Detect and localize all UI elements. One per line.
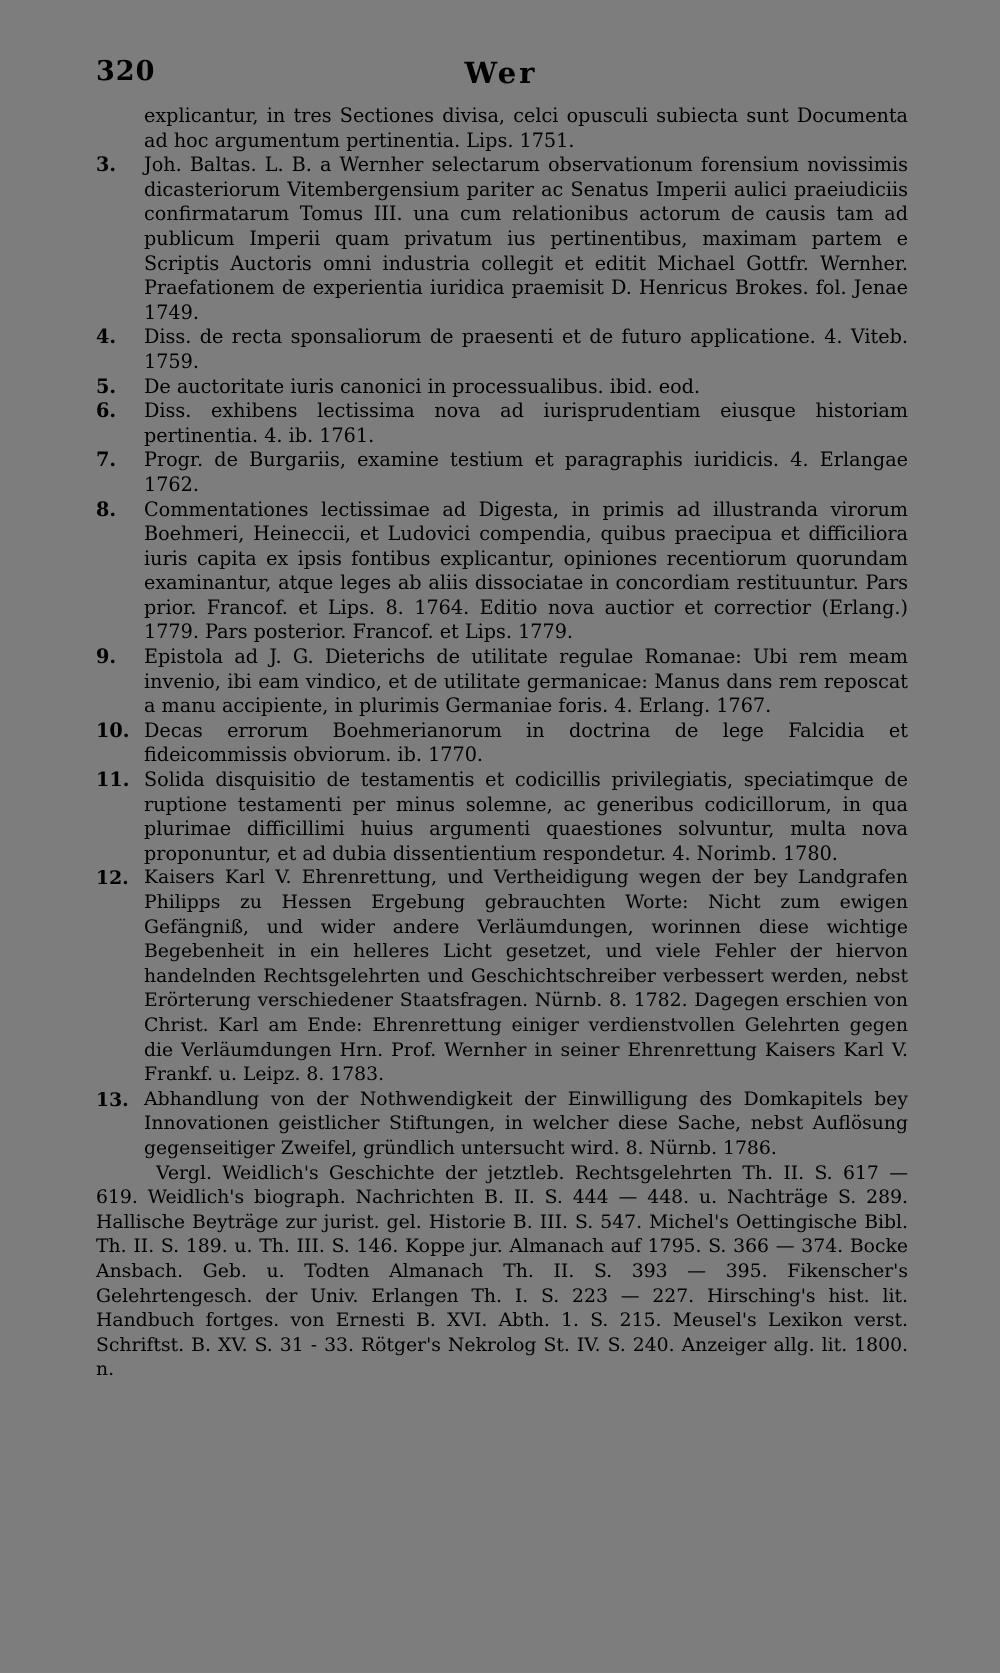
entry-text: Joh. Baltas. L. B. a Wernher selectarum observationum forensium novissimis dicasteriorum Vitembergensium pariter ac Senatus Imperii aulici praeiudiciis confirmatarum Tomus III. una cum relationibus actorum de causis tam ad publicum Imperii quam privatum ius pertinentibus, maximam partem e Scriptis Auctoris omni industria collegit et editit Michael Gottfr. Wernher. Praefationem de experientia iuridica praemisit D. Henricus Brokes. fol. Jenae 1749. xyxy=(144,153,908,324)
entry-text: Kaisers Karl V. Ehrenrettung, und Vertheidigung wegen der bey Landgrafen Philipps zu Hessen Ergebung gebrauchten Worte: Nicht zum ewigen Gefängniß, und wider andere Verläumdungen, worinnen diese wichtige Begebenheit in ein helleres Licht gesetzet, und viele Fehler der hiervon handelnden Rechtsgelehrten und Geschichtschreiber verbessert werden, nebst Erörterung verschiedener Staatsfragen. Nürnb. 8. 1782. Dagegen erschien von Christ. Karl am Ende: Ehrenrettung einiger verdienstvollen Gelehrten gegen die Verläumdungen Hrn. Prof. Wernher in seiner Ehrenrettung Kaisers Karl V. Frankf. u. Leipz. 8. 1783. xyxy=(144,867,908,1086)
entry-number: 11. xyxy=(96,768,130,792)
entry-text: Decas errorum Boehmerianorum in doctrina de lege Falcidia et fideicommissis obviorum. ib. 1770. xyxy=(144,718,908,767)
entry-7 xyxy=(96,448,908,497)
entry-text: De auctoritate iuris canonici in processualibus. ibid. eod. xyxy=(144,374,701,398)
entry-number: 12. xyxy=(96,867,129,890)
entry-11 xyxy=(96,768,908,866)
entry-number: 9. xyxy=(96,645,117,669)
entry-4 xyxy=(96,325,908,374)
entry-text: Progr. de Burgariis, examine testium et paragraphis iuridicis. 4. Erlangae 1762. xyxy=(144,448,908,496)
entry-text: Epistola ad J. G. Dieterichs de utilitate regulae Romanae: Ubi rem meam invenio, ibi eam vindico, et de utilitate germanicae: Manus dans rem reposcat a manu accipiente, in plurimis Germaniae foris. 4. Erlang. 1767. xyxy=(144,645,908,718)
entry-text: Solida disquisitio de testamentis et codicillis privilegiatis, speciatimque de ruptione testamenti per minus solemne, ac generibus codicillorum, in qua plurimae difficillimi huius argumenti quaestiones solvuntur, multa nova proponuntur, et ad dubia dissentientium respondetur. 4. Norimb. 1780. xyxy=(144,768,908,865)
entry-number: 13. xyxy=(96,1088,129,1111)
entry-number: 10. xyxy=(96,718,130,742)
bibliography-note: Vergl. Weidlich's Geschichte der jetztleb. Rechtsgelehrten Th. II. S. 617 — 619. Weidlich's biograph. Nachrichten B. II. S. 444 — 448. u. Nachträge S. 289. Hallische Beyträge zur jurist. gel. Historie B. III. S. 547. Michel's Oettingische Bibl. Th. II. S. 189. u. Th. III. S. 146. Koppe jur. Almanach auf 1795. S. 366 — 374. Bocke Ansbach. Geb. u. Todten Almanach Th. II. S. 393 — 395. Fikenscher's Gelehrtengesch. der Univ. Erlangen Th. I. S. 223 — 227. Hirsching's hist. lit. Handbuch fortges. von Ernesti B. XVI. Abth. 1. S. 215. Meusel's Lexikon verst. Schriftst. B. XV. S. 31 - 33. Rötger's Nekrolog St. IV. S. 240. Anzeiger allg. lit. 1800. n. xyxy=(96,1162,908,1381)
running-head: Wer xyxy=(464,56,538,90)
entry-text: Diss. exhibens lectissima nova ad iurisprudentiam eiusque historiam pertinentia. 4. ib. 1761. xyxy=(144,399,908,447)
entry-text: Abhandlung von der Nothwendigkeit der Einwilligung des Domkapitels bey Innovationen geistlicher Stiftungen, in welcher diese Sache, nebst Auflösung gegenseitiger Zweifel, gründlich untersucht wird. 8. Nürnb. 1786. xyxy=(144,1088,908,1159)
entry-number: 8. xyxy=(96,497,117,521)
entry-5 xyxy=(96,375,908,400)
page-header xyxy=(96,56,906,100)
entry-13 xyxy=(96,1088,908,1162)
entry-8 xyxy=(96,498,908,646)
body-text xyxy=(96,104,908,1383)
entry-text: Commentationes lectissimae ad Digesta, in primis ad illustranda virorum Boehmeri, Heineccii, et Ludovici compendia, quibus praecipua et difficiliora iuris capita ex ipsis fontibus explicantur, opiniones recentiorum quorundam examinantur, atque leges ab aliis dissociatae in concordiam restituuntur. Pars prior. Francof. et Lips. 8. 1764. Editio nova auctior et correctior (Erlang.) 1779. Pars posterior. Francof. et Lips. 1779. xyxy=(144,497,908,644)
entry-number: 3. xyxy=(96,153,117,177)
entry-continuation xyxy=(96,104,908,153)
entry-number: 4. xyxy=(96,325,117,349)
entry-12 xyxy=(96,866,908,1087)
entry-number: 7. xyxy=(96,448,117,472)
entry-10 xyxy=(96,719,908,768)
entry-6 xyxy=(96,399,908,448)
page-number: 320 xyxy=(96,56,156,87)
entry-text: Diss. de recta sponsaliorum de praesenti et de futuro applicatione. 4. Viteb. 1759. xyxy=(144,325,908,373)
entry-3 xyxy=(96,153,908,325)
entry-9 xyxy=(96,645,908,719)
entry-number: 5. xyxy=(96,374,117,398)
entry-number: 6. xyxy=(96,399,117,423)
entry-text: explicantur, in tres Sectiones divisa, celci opusculi subiecta sunt Documenta ad hoc argumentum pertinentia. Lips. 1751. xyxy=(144,104,908,152)
